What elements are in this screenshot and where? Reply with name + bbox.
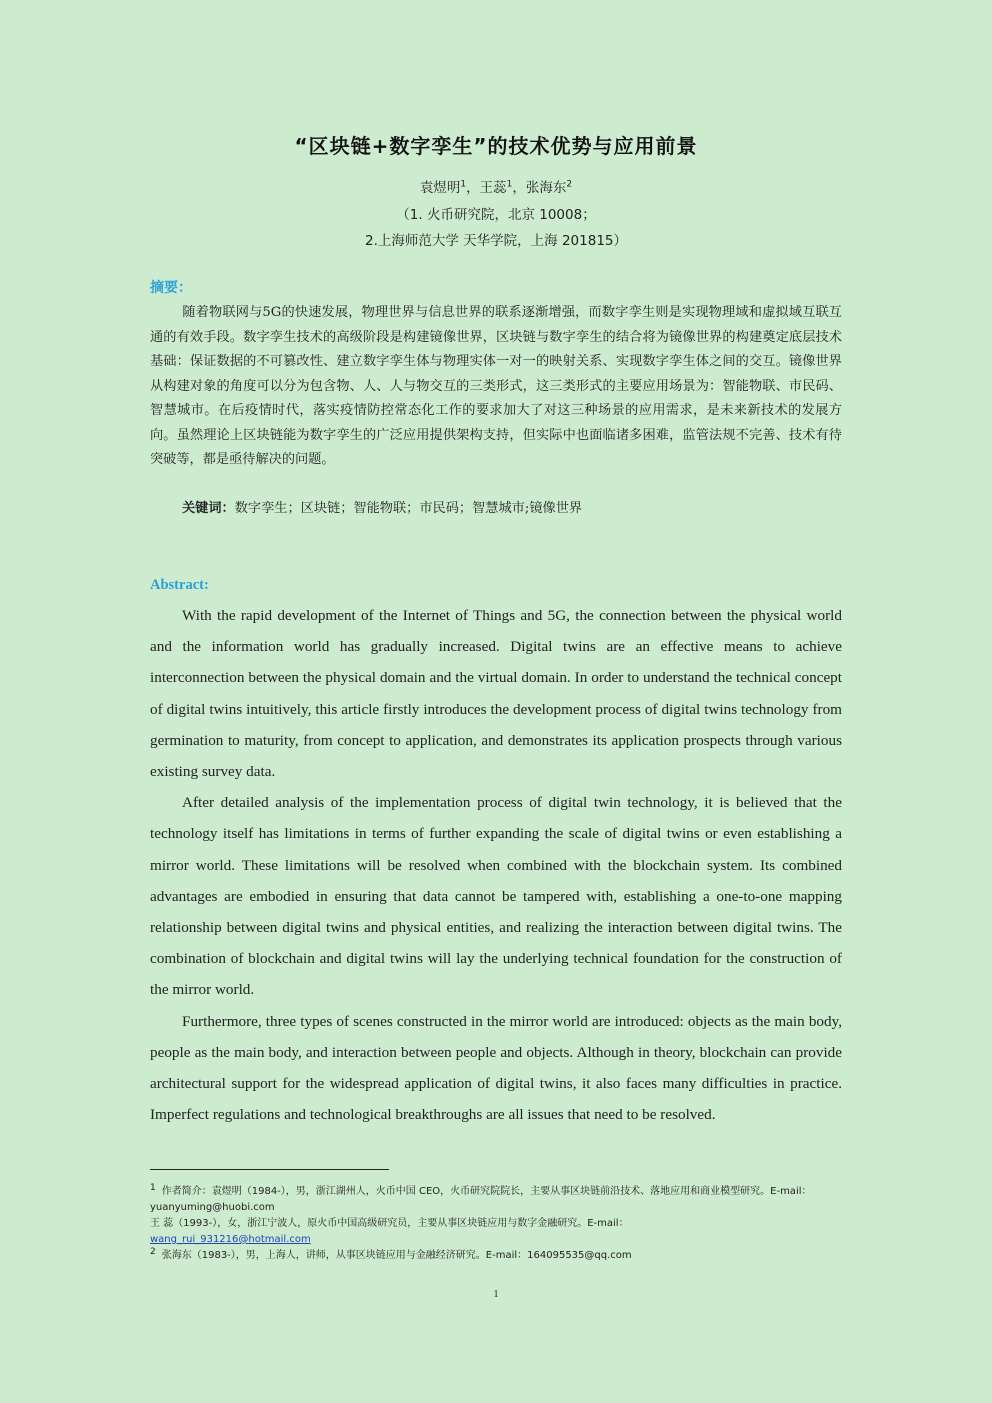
- chinese-abstract: [150, 301, 842, 473]
- footnote-text: 作者简介：袁煜明（1984-），男，浙江湖州人，火币中国 CEO，火币研究院院长，主要从事区块链前沿技术、落地应用和商业模型研究。E-mail：yuanyuming@huobi.com: [150, 1186, 812, 1213]
- footnotes: [150, 1184, 850, 1264]
- footnote-1: [150, 1184, 850, 1216]
- author-affiliation-mark: 2: [566, 179, 573, 190]
- paper-title: “区块链+数字孪生”的技术优势与应用前景: [294, 134, 698, 158]
- author-separator: ，: [512, 180, 526, 196]
- author-name: 王蕊: [479, 180, 507, 196]
- chinese-abstract-text: 随着物联网与5G的快速发展，物理世界与信息世界的联系逐渐增强，而数字孪生则是实现物理域和虚拟域互联互通的有效手段。数字孪生技术的高级阶段是构建镜像世界，区块链与数字孪生的结合将为镜像世界的构建奠定底层技术基础：保证数据的不可篡改性、建立数字孪生体与物理实体一对一的映射关系、实现数字孪生体之间的交互。镜像世界从构建对象的角度可以分为包含物、人、人与物交互的三类形式，这三类形式的主要应用场景为：智能物联、市民码、智慧城市。在后疫情时代，落实疫情防控常态化工作的要求加大了对这三种场景的应用需求，是未来新技术的发展方向。虽然理论上区块链能为数字孪生的广泛应用提供架构支持，但实际中也面临诸多困难，监管法规不完善、技术有待突破等，都是亟待解决的问题。: [150, 305, 842, 467]
- abstract-paragraph: Furthermore, three types of scenes constructed in the mirror world are introduced: objects as the main body, people as the main body, and interaction between people and objects. Although in theory, blockchain can provide architectural support for the widespread application of digital twins, it also faces many difficulties in practice. Imperfect regulations and technological breakthroughs are all issues that need to be resolved.: [150, 1012, 842, 1124]
- abstract-paragraph: With the rapid development of the Internet of Things and 5G, the connection between the physical world and the information world has gradually increased. Digital twins are an effective means to achieve interconnection between the physical domain and the virtual domain. In order to understand the technical concept of digital twins intuitively, this article firstly introduces the development process of digital twins technology from germination to maturity, from concept to application, and demonstrates its application prospects through various existing survey data.: [150, 607, 842, 781]
- footnote-mark: 2: [150, 1246, 156, 1257]
- author-name: 袁煜明: [419, 180, 461, 196]
- author-name: 张海东: [525, 180, 567, 196]
- footnote-mark: 1: [150, 1182, 156, 1193]
- page-number: 1: [493, 1289, 499, 1300]
- author-separator: ，: [466, 180, 480, 196]
- author-line: [0, 176, 992, 196]
- author-affiliation-mark: 1: [460, 179, 467, 190]
- keywords-text: 数字孪生；区块链；智能物联；市民码；智慧城市;镜像世界: [234, 501, 583, 516]
- footnote-1b: [150, 1216, 850, 1248]
- footnote-text: 张海东（1983-），男，上海人，讲师，从事区块链应用与金融经济研究。E-mail：164095535@qq.com: [161, 1250, 632, 1261]
- affiliation-line: （1. 火币研究院，北京 10008；: [396, 207, 596, 223]
- english-abstract: [150, 600, 842, 1130]
- footnote-divider: [150, 1169, 389, 1170]
- email-link[interactable]: wang_rui_931216@hotmail.com: [150, 1234, 311, 1245]
- affiliation-line: 2.上海师范大学 天华学院，上海 201815）: [365, 233, 627, 249]
- keywords-line: [182, 497, 582, 516]
- footnote-text: 王 蕊（1993-），女，浙江宁波人，原火币中国高级研究员，主要从事区块链应用与数字金融研究。E-mail：: [150, 1218, 629, 1229]
- footnote-2: [150, 1248, 850, 1264]
- author-affiliation-mark: 1: [506, 179, 513, 190]
- abstract-paragraph: After detailed analysis of the implementation process of digital twin technology, it is believed that the technology itself has limitations in terms of further expanding the scale of digital twins or even establishing a mirror world. These limitations will be resolved when combined with the blockchain system. Its combined advantages are embodied in ensuring that data cannot be tampered with, establishing a one-to-one mapping relationship between digital twins and physical entities, and realizing the interaction between digital twins. The combination of blockchain and digital twins will lay the underlying technical foundation for the construction of the mirror world.: [150, 794, 842, 999]
- keywords-label: 关键词：: [182, 501, 235, 516]
- english-abstract-heading: Abstract:: [150, 577, 209, 593]
- chinese-abstract-heading: 摘要：: [150, 280, 192, 296]
